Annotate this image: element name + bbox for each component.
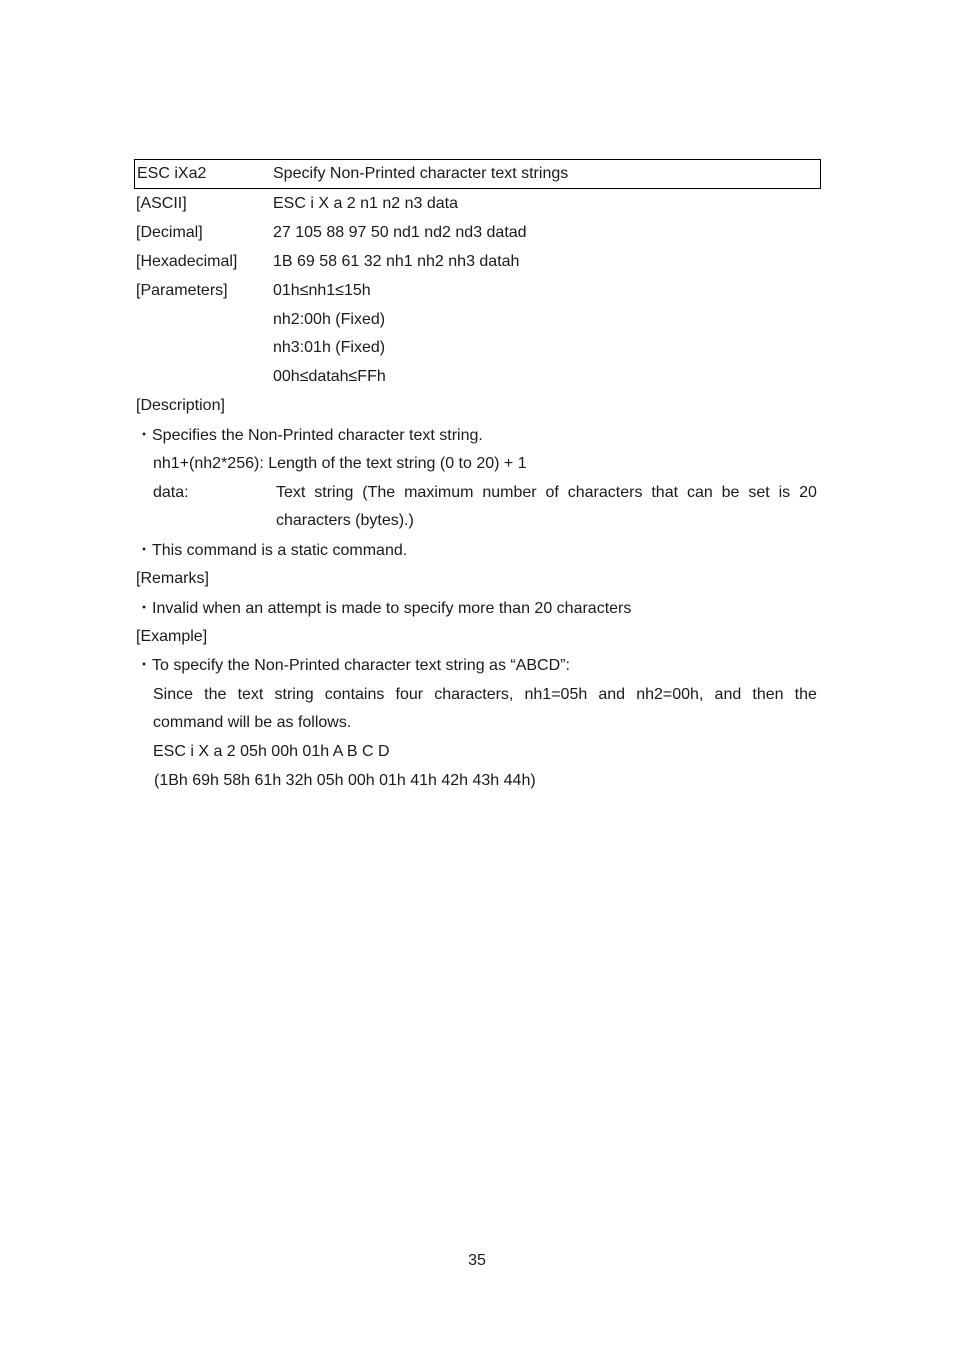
decimal-value: 27 105 88 97 50 nd1 nd2 nd3 datad: [273, 224, 527, 241]
word: of: [545, 484, 559, 501]
command-title: Specify Non-Printed character text strings: [273, 165, 569, 182]
remarks-label: [Remarks]: [136, 570, 209, 587]
data-label: data:: [153, 484, 189, 501]
decimal-label: [Decimal]: [136, 224, 203, 241]
word: number: [482, 484, 537, 501]
parameter-line: 01h≤nh1≤15h: [273, 282, 371, 299]
word: the: [794, 686, 817, 703]
word: characters: [567, 484, 643, 501]
ascii-label: [ASCII]: [136, 195, 187, 212]
parameters-label: [Parameters]: [136, 282, 228, 299]
command-name: ESC iXa2: [137, 165, 207, 182]
description-bullet: ・This command is a static command.: [136, 542, 408, 559]
example-hex: (1Bh 69h 58h 61h 32h 05h 00h 01h 41h 42h 43h 44h): [154, 772, 536, 789]
parameter-line: nh2:00h (Fixed): [273, 311, 386, 328]
remarks-bullet: ・Invalid when an attempt is made to specify more than 20 characters: [136, 600, 632, 617]
example-explanation-line1: [153, 687, 817, 703]
data-definition-line2: characters (bytes).): [276, 512, 414, 529]
data-definition-line1: [276, 485, 817, 501]
word: 20: [799, 484, 817, 501]
word: be: [721, 484, 740, 501]
word: Since: [153, 686, 194, 703]
length-definition: nh1+(nh2*256): Length of the text string (0 to 20) + 1: [153, 455, 527, 472]
word: set: [748, 484, 770, 501]
example-explanation-line2: command will be as follows.: [153, 714, 352, 731]
word: string: [314, 484, 354, 501]
description-bullet: ・Specifies the Non-Printed character text string.: [136, 427, 483, 444]
word: is: [778, 484, 791, 501]
hex-label: [Hexadecimal]: [136, 253, 238, 270]
page-number: 35: [468, 1252, 486, 1269]
word: text: [237, 686, 264, 703]
word: characters,: [434, 686, 514, 703]
word: (The: [362, 484, 396, 501]
example-label: [Example]: [136, 628, 208, 645]
description-label: [Description]: [136, 397, 225, 414]
example-code: ESC i X a 2 05h 00h 01h A B C D: [153, 743, 390, 760]
word: that: [651, 484, 679, 501]
hex-value: 1B 69 58 61 32 nh1 nh2 nh3 datah: [273, 253, 520, 270]
word: four: [395, 686, 424, 703]
word: then: [752, 686, 784, 703]
parameter-line: nh3:01h (Fixed): [273, 339, 386, 356]
word: and: [598, 686, 626, 703]
word: nh1=05h: [524, 686, 588, 703]
word: and: [714, 686, 742, 703]
word: contains: [324, 686, 385, 703]
word: maximum: [404, 484, 474, 501]
parameter-line: 00h≤datah≤FFh: [273, 368, 386, 385]
example-bullet: ・To specify the Non-Printed character text string as “ABCD”:: [136, 657, 570, 674]
ascii-value: ESC i X a 2 n1 n2 n3 data: [273, 195, 459, 212]
word: string: [274, 686, 314, 703]
word: Text: [276, 484, 306, 501]
word: can: [686, 484, 713, 501]
word: the: [204, 686, 227, 703]
word: nh2=00h,: [636, 686, 704, 703]
